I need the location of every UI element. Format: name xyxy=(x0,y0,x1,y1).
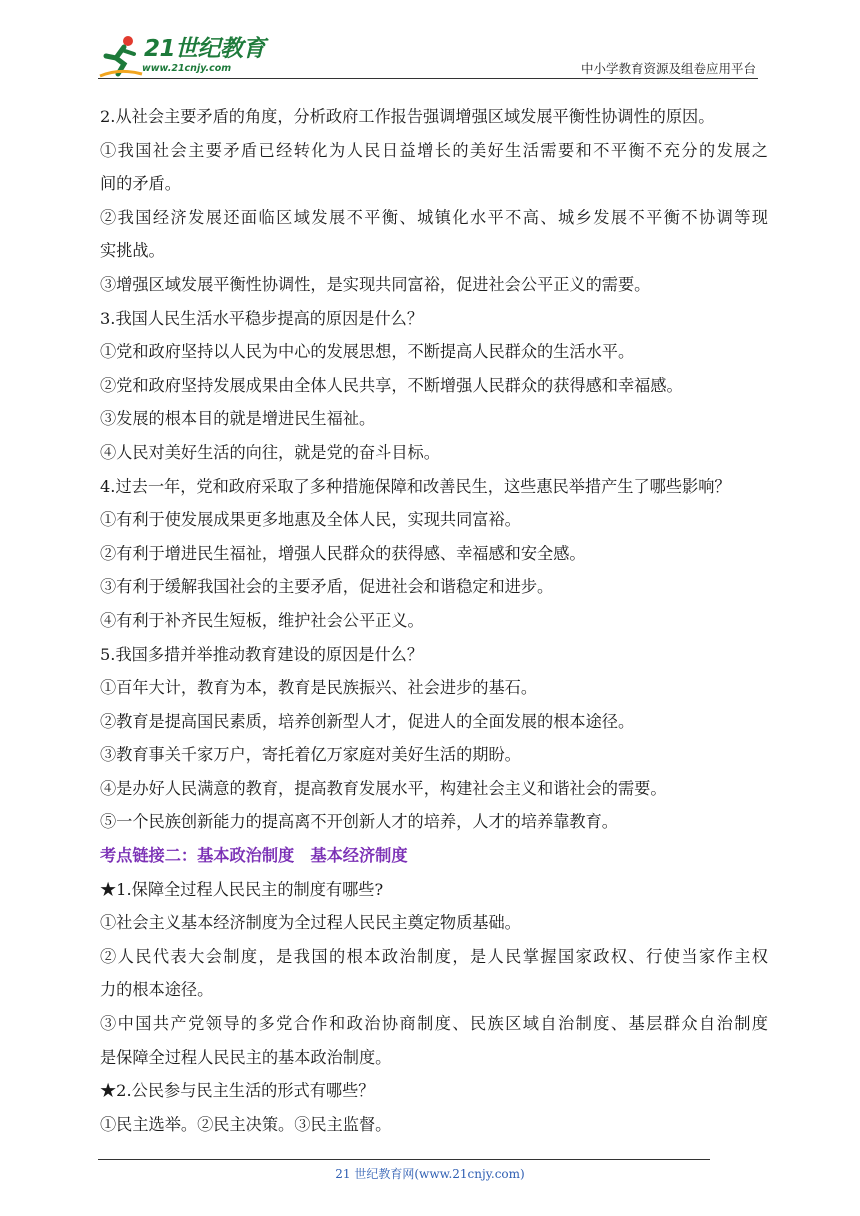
text-line: ③发展的根本目的就是增进民生福祉。 xyxy=(100,409,376,429)
section-heading: 考点链接二：基本政治制度 基本经济制度 xyxy=(100,846,408,866)
text-line: ③增强区域发展平衡性协调性，是实现共同富裕，促进社会公平正义的需要。 xyxy=(100,274,651,294)
text-line: ①社会主义基本经济制度为全过程人民民主奠定物质基础。 xyxy=(100,913,521,933)
text-line: 4.过去一年，党和政府采取了多种措施保障和改善民生，这些惠民举措产生了哪些影响？ xyxy=(100,476,731,496)
logo-url: www.21cnjy.com xyxy=(142,63,232,74)
text-line: ③有利于缓解我国社会的主要矛盾，促进社会和谐稳定和进步。 xyxy=(100,577,554,597)
text-line: ①有利于使发展成果更多地惠及全体人民，实现共同富裕。 xyxy=(100,510,521,530)
text-line: ①百年大计，教育为本，教育是民族振兴、社会进步的基石。 xyxy=(100,678,538,698)
text-line: ②教育是提高国民素质，培养创新型人才，促进人的全面发展的根本途径。 xyxy=(100,711,635,731)
text-line: ①民主选举。②民主决策。③民主监督。 xyxy=(100,1114,392,1134)
text-line: 3.我国人民生活水平稳步提高的原因是什么？ xyxy=(100,308,424,328)
text-line: ★1.保障全过程人民民主的制度有哪些? xyxy=(100,879,384,899)
text-line: ⑤一个民族创新能力的提高离不开创新人才的培养，人才的培养靠教育。 xyxy=(100,812,618,832)
text-line: 2.从社会主要矛盾的角度，分析政府工作报告强调增强区域发展平衡性协调性的原因。 xyxy=(100,107,715,126)
header-divider xyxy=(98,78,758,79)
text-line: ④人民对美好生活的向往，就是党的奋斗目标。 xyxy=(100,442,440,462)
text-line: 间的矛盾。 xyxy=(100,174,181,194)
runner-icon xyxy=(98,34,144,78)
text-line: 力的根本途径。 xyxy=(100,980,214,1000)
logo-wordmark: 21世纪教育 xyxy=(144,36,266,62)
text-line: ②有利于增进民生福祉，增强人民群众的获得感、幸福感和安全感。 xyxy=(100,543,586,563)
footer-source[interactable]: 21 世纪教育网(www.21cnjy.com) xyxy=(335,1167,525,1181)
text-line: 实挑战。 xyxy=(100,241,165,261)
site-logo[interactable] xyxy=(98,34,268,82)
platform-name: 中小学教育资源及组卷应用平台 xyxy=(580,61,756,76)
text-line: ③中国共产党领导的多党合作和政治协商制度、民族区域自治制度、基层群众自治制度 xyxy=(100,1014,768,1034)
document-body xyxy=(100,100,768,1141)
text-line: ②党和政府坚持发展成果由全体人民共享，不断增强人民群众的获得感和幸福感。 xyxy=(100,375,683,395)
text-line: ②人民代表大会制度，是我国的根本政治制度，是人民掌握国家政权、行使当家作主权 xyxy=(100,946,768,966)
text-line: 是保障全过程人民民主的基本政治制度。 xyxy=(100,1047,392,1067)
text-line: ①我国社会主要矛盾已经转化为人民日益增长的美好生活需要和不平衡不充分的发展之 xyxy=(100,140,768,160)
text-line: ③教育事关千家万户，寄托着亿万家庭对美好生活的期盼。 xyxy=(100,745,521,765)
text-line: 5.我国多措并举推动教育建设的原因是什么？ xyxy=(100,644,424,664)
page-header xyxy=(0,0,860,82)
footer-divider xyxy=(98,1159,710,1160)
text-line: ★2.公民参与民主生活的形式有哪些？ xyxy=(100,1081,375,1101)
text-line: ④有利于补齐民生短板，维护社会公平正义。 xyxy=(100,610,424,630)
text-line: ④是办好人民满意的教育，提高教育发展水平，构建社会主义和谐社会的需要。 xyxy=(100,778,667,798)
text-line: ②我国经济发展还面临区域发展不平衡、城镇化水平不高、城乡发展不平衡不协调等现 xyxy=(100,207,768,227)
text-line: ①党和政府坚持以人民为中心的发展思想，不断提高人民群众的生活水平。 xyxy=(100,342,635,362)
